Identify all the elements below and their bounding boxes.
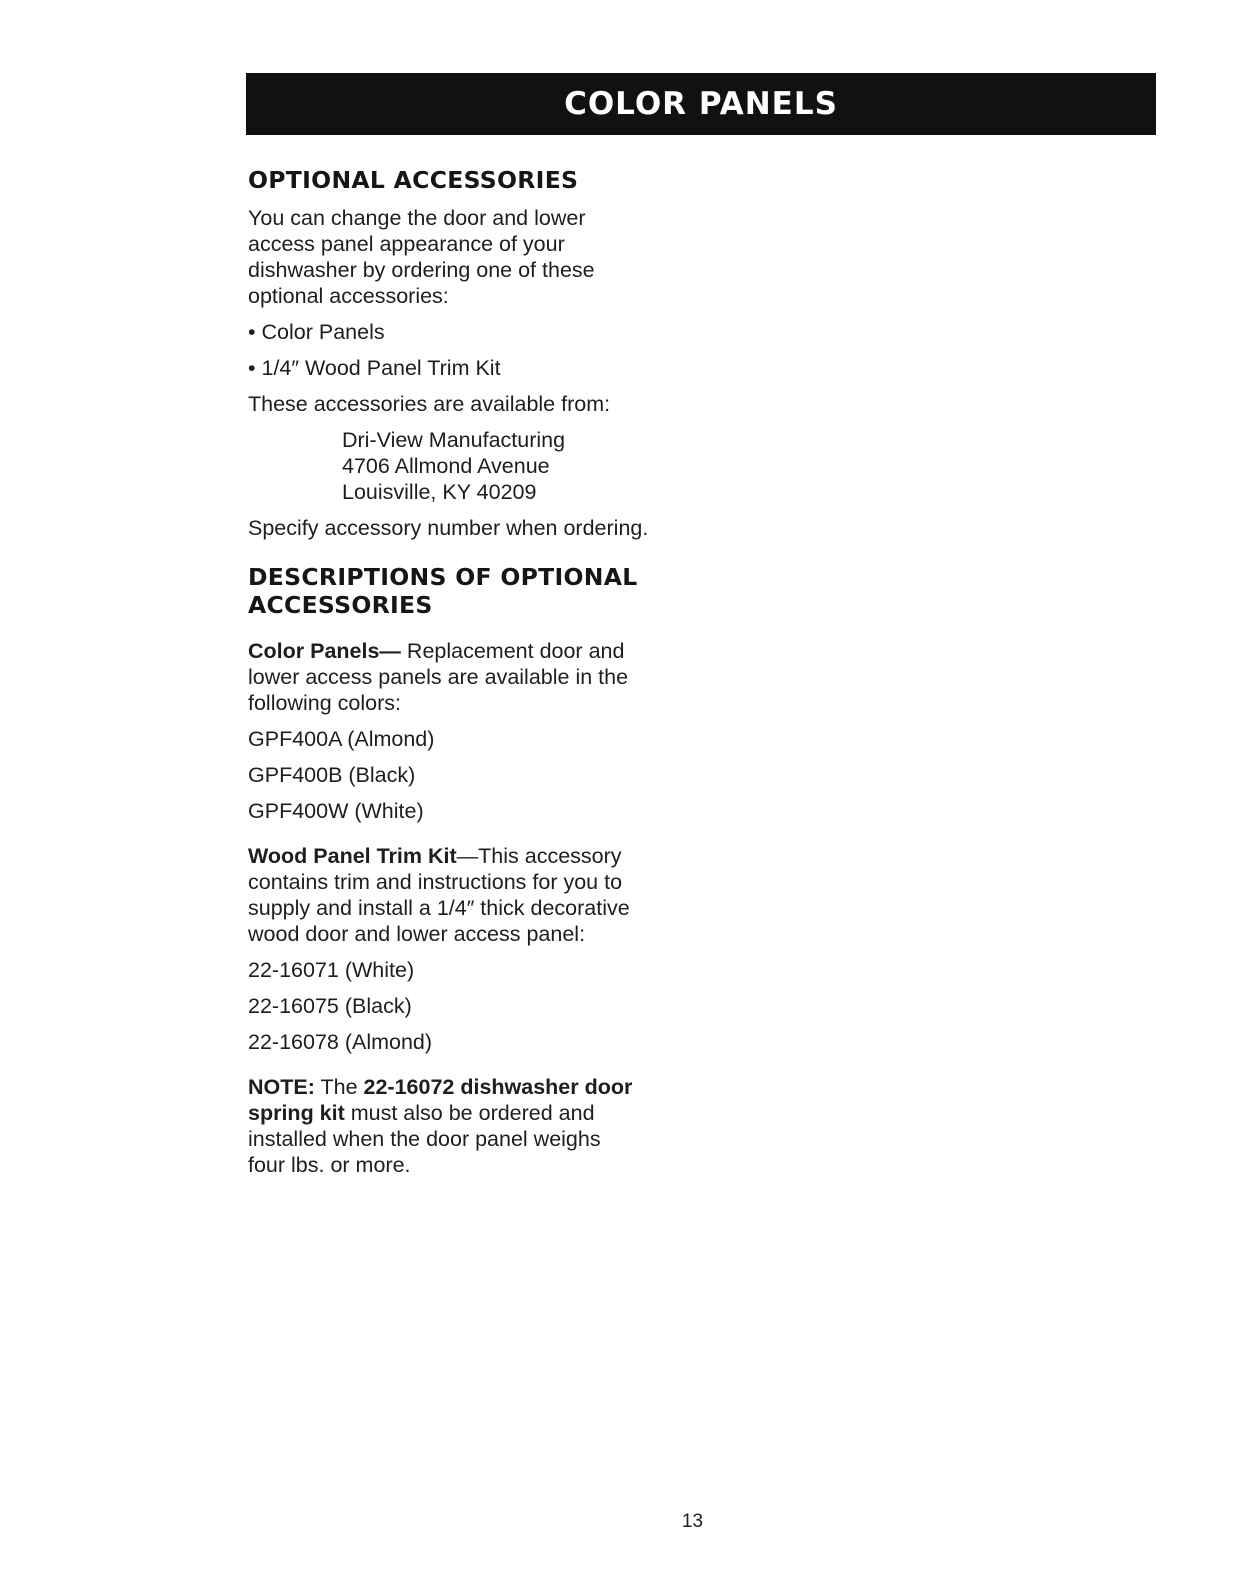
- wood-panel-text: —This accessory: [456, 844, 622, 868]
- page-number: 13: [681, 1511, 704, 1532]
- wood-panel-text: supply and install a 1/4″ thick decorative: [248, 896, 630, 920]
- note-kit-number: 22-16072 dishwasher door: [363, 1075, 633, 1099]
- address-line: Dri-View Manufacturing: [342, 428, 566, 452]
- color-code: GPF400W (White): [248, 799, 424, 823]
- wood-panel-paragraph: [248, 843, 768, 947]
- color-panels-paragraph: [248, 638, 768, 716]
- optional-accessories-heading: OPTIONAL ACCESSORIES: [248, 166, 579, 194]
- header-bar: [246, 73, 1156, 135]
- descriptions-heading-line: DESCRIPTIONS OF OPTIONAL: [248, 563, 638, 591]
- color-code: GPF400A (Almond): [248, 727, 435, 751]
- note-text: four lbs. or more.: [248, 1153, 411, 1177]
- intro-line: dishwasher by ordering one of these: [248, 258, 595, 282]
- specify-note: Specify accessory number when ordering.: [248, 516, 649, 540]
- note-label: NOTE:: [248, 1075, 315, 1099]
- color-panels-text: lower access panels are available in the: [248, 665, 629, 689]
- note-kit-name: spring kit: [248, 1101, 345, 1125]
- color-panels-text: Replacement door and: [400, 639, 625, 663]
- wood-panel-label: Wood Panel Trim Kit: [248, 844, 457, 868]
- bullet-color-panels: • Color Panels: [248, 320, 385, 344]
- address-line: Louisville, KY 40209: [342, 480, 537, 504]
- descriptions-heading: [248, 563, 768, 619]
- note-text: installed when the door panel weighs: [248, 1127, 601, 1151]
- color-panels-text: following colors:: [248, 691, 401, 715]
- color-panels-label: Color Panels—: [248, 639, 401, 663]
- wood-panel-text: wood door and lower access panel:: [248, 922, 586, 946]
- descriptions-heading-line: ACCESSORIES: [248, 591, 433, 619]
- intro-line: access panel appearance of your: [248, 232, 565, 256]
- address-block: [248, 427, 768, 505]
- page-title: COLOR PANELS: [564, 86, 838, 122]
- available-from: These accessories are available from:: [248, 392, 611, 416]
- intro-line: You can change the door and lower: [248, 206, 586, 230]
- main-content: [248, 166, 768, 1178]
- intro-line: optional accessories:: [248, 284, 449, 308]
- note-paragraph: [248, 1074, 768, 1178]
- intro-paragraph: [248, 205, 768, 309]
- address-line: 4706 Allmond Avenue: [342, 454, 550, 478]
- note-text: The: [314, 1075, 364, 1099]
- wood-code: 22-16071 (White): [248, 958, 415, 982]
- color-code: GPF400B (Black): [248, 763, 416, 787]
- bullet-wood-panel: • 1/4″ Wood Panel Trim Kit: [248, 356, 501, 380]
- wood-panel-text: contains trim and instructions for you to: [248, 870, 623, 894]
- wood-code: 22-16078 (Almond): [248, 1030, 433, 1054]
- note-text: must also be ordered and: [344, 1101, 595, 1125]
- wood-code: 22-16075 (Black): [248, 994, 412, 1018]
